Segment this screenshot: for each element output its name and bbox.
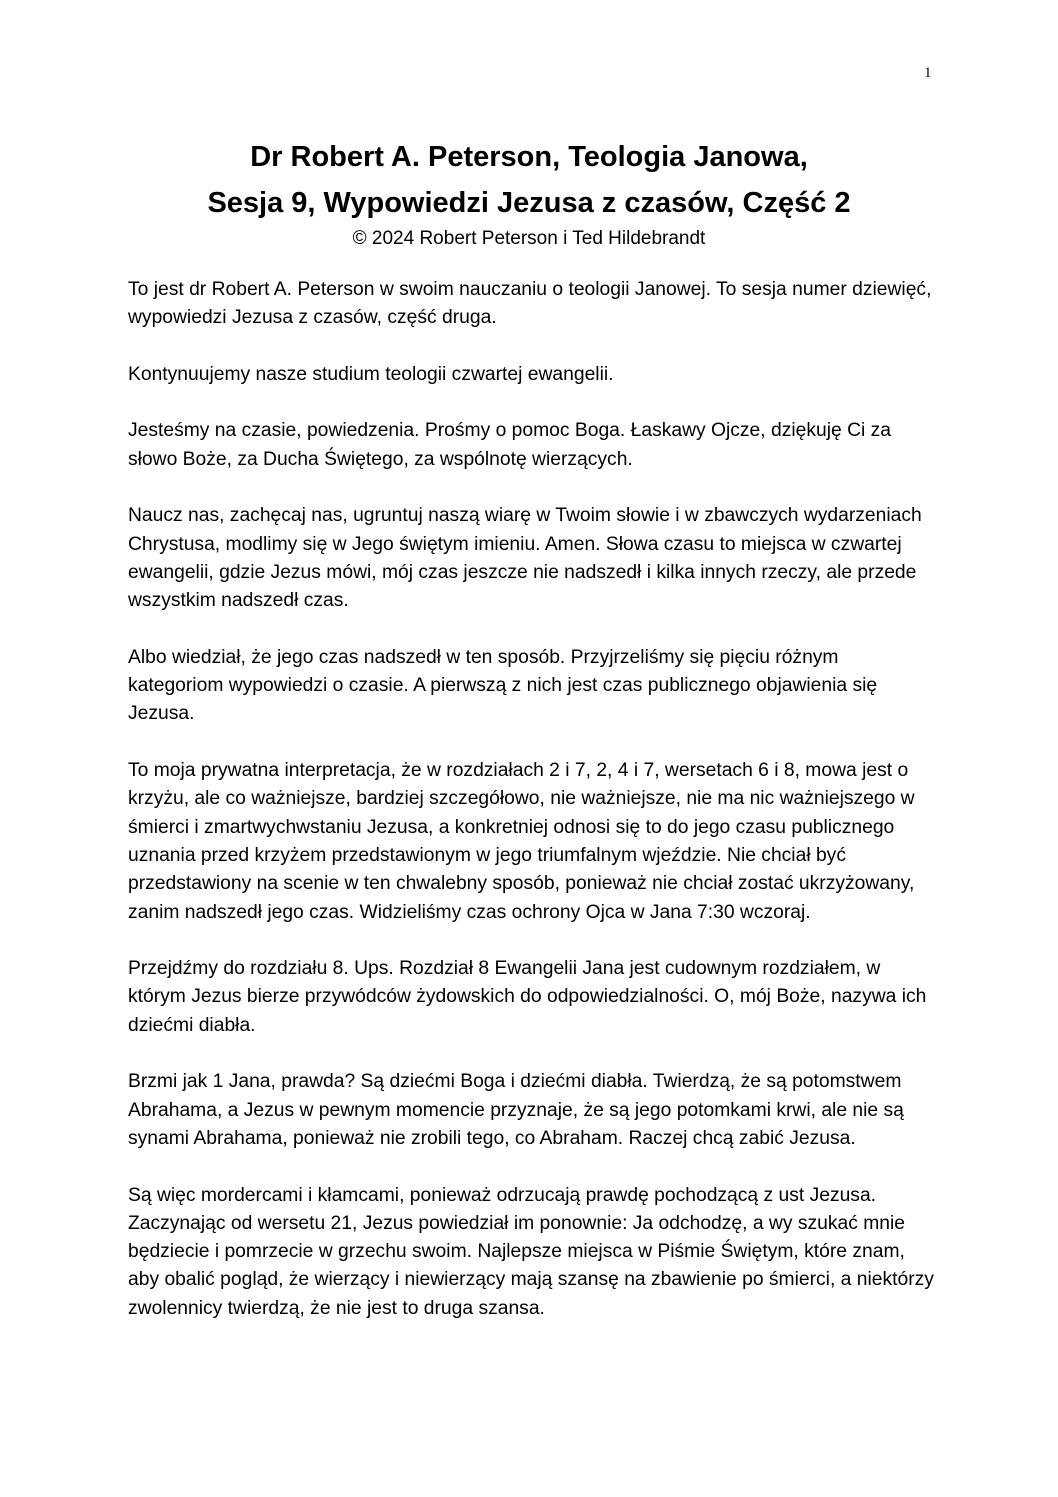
- paragraph: To jest dr Robert A. Peterson w swoim nauczaniu o teologii Janowej. To sesja numer dziewięć, wypowiedzi Jezusa z czasów, część druga.: [128, 279, 932, 329]
- document-body: [128, 276, 938, 1351]
- paragraph: Brzmi jak 1 Jana, prawda? Są dziećmi Boga i dziećmi diabła. Twierdzą, że są potomstwem Abrahama, a Jezus w pewnym momencie przyznaje, że są jego potomkami krwi, ale nie są synami Abrahama, ponieważ nie zrobili tego, co Abraham. Raczej chcą zabić Jezusa.: [128, 1071, 904, 1149]
- paragraph: Są więc mordercami i kłamcami, ponieważ odrzucają prawdę pochodzącą z ust Jezusa. Zaczynając od wersetu 21, Jezus powiedział im ponownie: Ja odchodzę, a wy szukać mnie będziecie i pomrzecie w grzechu swoim. Najlepsze miejsca w Piśmie Świętym, które znam, aby obalić pogląd, że wierzący i niewierzący mają szansę na zbawienie po śmierci, a niektórzy zwolennicy twierdzą, że nie jest to druga szansa.: [128, 1184, 934, 1319]
- title-line-2: Sesja 9, Wypowiedzi Jezusa z czasów, Część 2: [207, 187, 851, 219]
- paragraph: Kontynuujemy nasze studium teologii czwartej ewangelii.: [128, 363, 614, 385]
- paragraph: To moja prywatna interpretacja, że w rozdziałach 2 i 7, 2, 4 i 7, wersetach 6 i 8, mowa jest o krzyżu, ale co ważniejsze, bardziej szczegółowo, nie ważniejsze, nie ma nic ważniejszego w śmierci i zmartwychwstaniu Jezusa, a konkretniej odnosi się to do jego czasu publicznego uznania przed krzyżem przedstawionym w jego triumfalnym wjeździe. Nie chciał być przedstawiony na scenie w ten chwalebny sposób, ponieważ nie chciał zostać ukrzyżowany, zanim nadszedł jego czas. Widzieliśmy czas ochrony Ojca w Jana 7:30 wczoraj.: [128, 760, 915, 923]
- paragraph: Jesteśmy na czasie, powiedzenia. Prośmy o pomoc Boga. Łaskawy Ojcze, dziękuję Ci za słowo Boże, za Ducha Świętego, za wspólnotę wierzących.: [128, 420, 892, 470]
- document-title: [100, 134, 958, 226]
- paragraph: Albo wiedział, że jego czas nadszedł w ten sposób. Przyjrzeliśmy się pięciu różnym kategoriom wypowiedzi o czasie. A pierwszą z nich jest czas publicznego objawienia się Jezusa.: [128, 646, 878, 725]
- paragraph: Przejdźmy do rozdziału 8. Ups. Rozdział 8 Ewangelii Jana jest cudownym rozdziałem, w którym Jezus bierze przywódców żydowskich do odpowiedzialności. O, mój Boże, nazywa ich dziećmi diabła.: [128, 958, 927, 1036]
- paragraph: Naucz nas, zachęcaj nas, ugruntuj naszą wiarę w Twoim słowie i w zbawczych wydarzeniach Chrystusa, modlimy się w Jego świętym imieniu. Amen. Słowa czasu to miejsca w czwartej ewangelii, gdzie Jezus mówi, mój czas jeszcze nie nadszedł i kilka innych rzeczy, ale przede wszystkim nadszedł czas.: [128, 505, 922, 612]
- page-number: 1: [924, 65, 932, 81]
- copyright-line: © 2024 Robert Peterson i Ted Hildebrandt: [352, 228, 706, 249]
- title-line-1: Dr Robert A. Peterson, Teologia Janowa,: [250, 141, 808, 173]
